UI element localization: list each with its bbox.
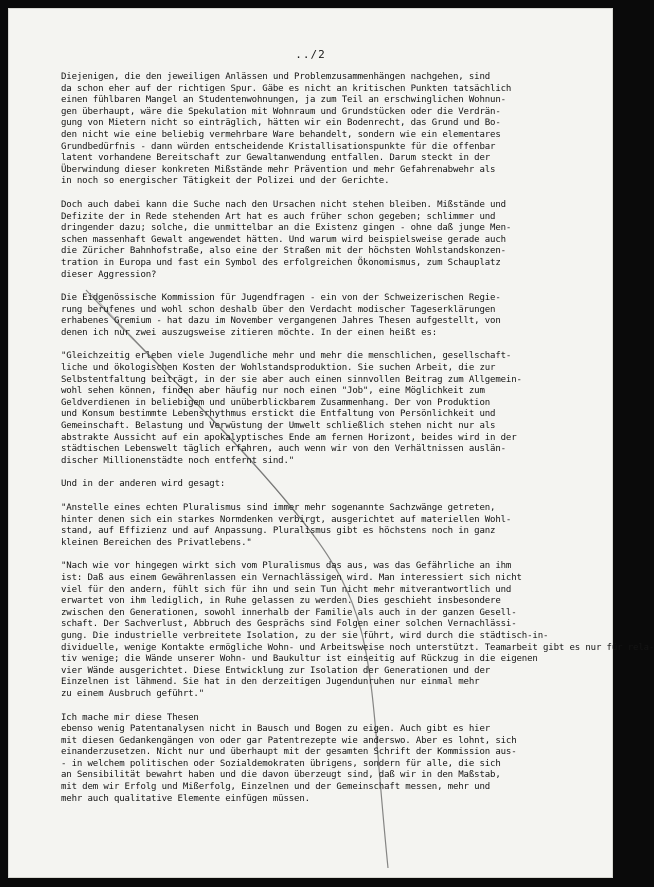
- text-line: hinter denen sich ein starkes Normdenken verbirgt, ausgerichtet auf materiellen Wohl-: [61, 514, 512, 525]
- paragraph: [61, 200, 561, 281]
- text-line: erhabenes Gremium - hat dazu im November vergangenen Jahres Thesen aufgestellt, von: [61, 316, 501, 327]
- text-line: abstrakte Aussicht auf ein apokalyptisches Ende am fernen Horizont, beides wird in der: [61, 432, 517, 443]
- text-line: einen fühlbaren Mangel an Studentenwohnungen, ja zum Teil an erschwinglichen Wohnun-: [61, 95, 506, 106]
- text-line: und Konsum bestimmte Lebensrhythmus erstickt die Entfaltung von Persönlichkeit und: [61, 409, 496, 420]
- text-line: Geldverdienen in beliebigem und unüberblickbarem Zusammenhang. Der von Produktion: [61, 397, 491, 408]
- text-line: rung berufenes und wohl schon deshalb über den Verdacht modischer Tageserklärungen: [61, 304, 496, 315]
- text-line: Und in der anderen wird gesagt:: [61, 479, 226, 490]
- text-line: den nicht wie eine beliebig vermehrbare Ware behandelt, sondern wie ein elementares: [61, 129, 501, 140]
- paragraph: [61, 713, 561, 806]
- text-line: die Züricher Bahnhofstraße, also eine der Straßen mit der höchsten Wohlstandskonzen-: [61, 246, 506, 257]
- text-line: Defizite der in Rede stehenden Art hat es auch früher schon gegeben; schlimmer und: [61, 211, 496, 222]
- text-line: discher Millionenstädte noch entfernt sind.": [61, 455, 295, 466]
- text-line: schen massenhaft Gewalt angewendet hätten. Und warum wird beispielsweise gerade auch: [61, 234, 506, 245]
- text-line: - in welchem politischen oder Sozialdemokraten übrigens, sondern für alle, die sich: [61, 758, 501, 769]
- text-line: Doch auch dabei kann die Suche nach den Ursachen nicht stehen bleiben. Mißstände und: [61, 199, 506, 210]
- text-line: ebenso wenig Patentanalysen nicht in Bausch und Bogen zu eigen. Auch gibt es hier: [61, 724, 491, 735]
- text-line: Überwindung dieser konkreten Mißstände mehr Prävention und mehr Gefahrenabwehr als: [61, 164, 496, 175]
- text-line: mit dem wir Erfolg und Mißerfolg, Einzelnen und der Gemeinschaft messen, mehr und: [61, 782, 491, 793]
- text-line: vier Wände ausgerichtet. Diese Entwicklung zur Isolation der Generationen und der: [61, 665, 491, 676]
- text-line: einanderzusetzen. Nicht nur und überhaupt mit der gesamten Schrift der Kommission aus-: [61, 747, 517, 758]
- text-line: in noch so energischer Tätigkeit der Polizei und der Gerichte.: [61, 176, 390, 187]
- text-line: viel für den andern, fühlt sich für ihn und sein Tun nicht mehr mitverantwortlich und: [61, 584, 512, 595]
- text-line: Einzelnen ist lähmend. Sie hat in den derzeitigen Jugendunruhen nur einmal mehr: [61, 677, 480, 688]
- text-line: Gemeinschaft. Belastung und Verwüstung der Umwelt schließlich stehen nicht nur als: [61, 421, 496, 432]
- text-line: "Nach wie vor hingegen wirkt sich vom Pluralismus das aus, was das Gefährliche an ihm: [61, 561, 512, 572]
- text-line: Die Eidgenössische Kommission für Jugendfragen - ein von der Schweizerischen Regie-: [61, 293, 501, 304]
- text-line: gung. Die industrielle verbreitete Isolation, zu der sie führt, wird durch die städtisch-in-: [61, 630, 549, 641]
- text-line: mit diesen Gedankengängen von oder gar Patentrezepte wie anderswo. Aber es lohnt, sich: [61, 735, 517, 746]
- text-line: gung von Mietern nicht so einträglich, hätten wir ein Bodenrecht, das Grund und Bo-: [61, 118, 501, 129]
- text-line: denen ich nur zwei auszugsweise zitieren möchte. In der einen heißt es:: [61, 327, 438, 338]
- text-line: Grundbedürfnis - dann würden entscheidende Kristallisationspunkte für die offenbar: [61, 141, 496, 152]
- paragraph: [61, 72, 561, 188]
- text-line: kleinen Bereichen des Privatlebens.": [61, 537, 252, 548]
- text-line: liche und ökologischen Kosten der Wohlstandsproduktion. Sie suchen Arbeit, die zur: [61, 363, 496, 374]
- text-line: städtischen Lebenswelt täglich erfahren, auch wenn wir von den Verhältnissen auslän-: [61, 444, 506, 455]
- text-line: erwartet von ihm lediglich, in Ruhe gelassen zu werden. Dies geschieht insbesondere: [61, 596, 501, 607]
- body-text: [61, 72, 654, 817]
- page-number: ../2: [295, 48, 326, 61]
- text-line: "Anstelle eines echten Pluralismus sind immer mehr sogenannte Sachzwänge getreten,: [61, 503, 496, 513]
- text-line: Ich mache mir diese Thesen: [61, 712, 199, 723]
- text-line: an Sensibilität bewahrt haben und die davon überzeugt sind, daß wir in den Maßstab,: [61, 770, 501, 781]
- text-line: gen überhaupt, wäre die Spekulation mit Wohnraum und Grundstücken oder die Verdrän-: [61, 106, 501, 117]
- text-line: dieser Aggression?: [61, 269, 157, 280]
- text-line: tration in Europa und fast ein Symbol des erfolgreichen Ökonomismus, zum Schauplatz: [61, 257, 501, 268]
- text-line: ist: Daß aus einem Gewährenlassen ein Vernachlässigen wird. Man interessiert sich nicht: [61, 572, 522, 583]
- text-line: Selbstentfaltung beiträgt, in der sie aber auch einen sinnvollen Beitrag zum Allgemein-: [61, 374, 522, 385]
- text-line: zwischen den Generationen, sowohl innerhalb der Familie als auch in der ganzen Gesell-: [61, 607, 517, 618]
- text-line: stand, auf Effizienz und auf Anpassung. Pluralismus gibt es höchstens noch in ganz: [61, 526, 496, 537]
- paragraph: [61, 503, 561, 549]
- text-line: wohl sehen können, finden aber häufig nur noch einen "Job", eine Möglichkeit zum: [61, 386, 485, 397]
- text-line: mehr auch qualitative Elemente einfügen müssen.: [61, 793, 310, 804]
- text-line: schaft. Der Sachverlust, Abbruch des Gesprächs sind Folgen einer solchen Vernachlässi-: [61, 619, 517, 630]
- paragraph: [61, 561, 654, 700]
- text-line: dringender dazu; solche, die unmittelbar an die Existenz gingen - ohne daß junge Men-: [61, 223, 512, 234]
- text-line: latent vorhandene Bereitschaft zur Gewaltanwendung entfallen. Darum steckt in der: [61, 153, 491, 164]
- text-line: da schon eher auf der richtigen Spur. Gäbe es nicht an kritischen Punkten tatsächlich: [61, 83, 512, 94]
- text-line: Diejenigen, die den jeweiligen Anlässen und Problemzusammenhängen nachgehen, sind: [61, 72, 491, 82]
- text-line: zu einem Ausbruch geführt.": [61, 688, 205, 699]
- text-line: tiv wenige; die Wände unserer Wohn- und Baukultur ist einseitig auf Rückzug in die eigenen: [61, 654, 538, 665]
- paragraph: [61, 479, 561, 491]
- text-line: "Gleichzeitig erleben viele Jugendliche mehr und mehr die menschlichen, gesellschaft-: [61, 351, 512, 362]
- paragraph: [61, 351, 561, 467]
- document-page: [8, 8, 654, 878]
- paragraph: [61, 293, 561, 339]
- text-line: dividuelle, wenige Kontakte ermögliche Wohn- und Arbeitsweise noch unterstützt. Teamarbeit gibt es nur für rela-: [61, 642, 654, 653]
